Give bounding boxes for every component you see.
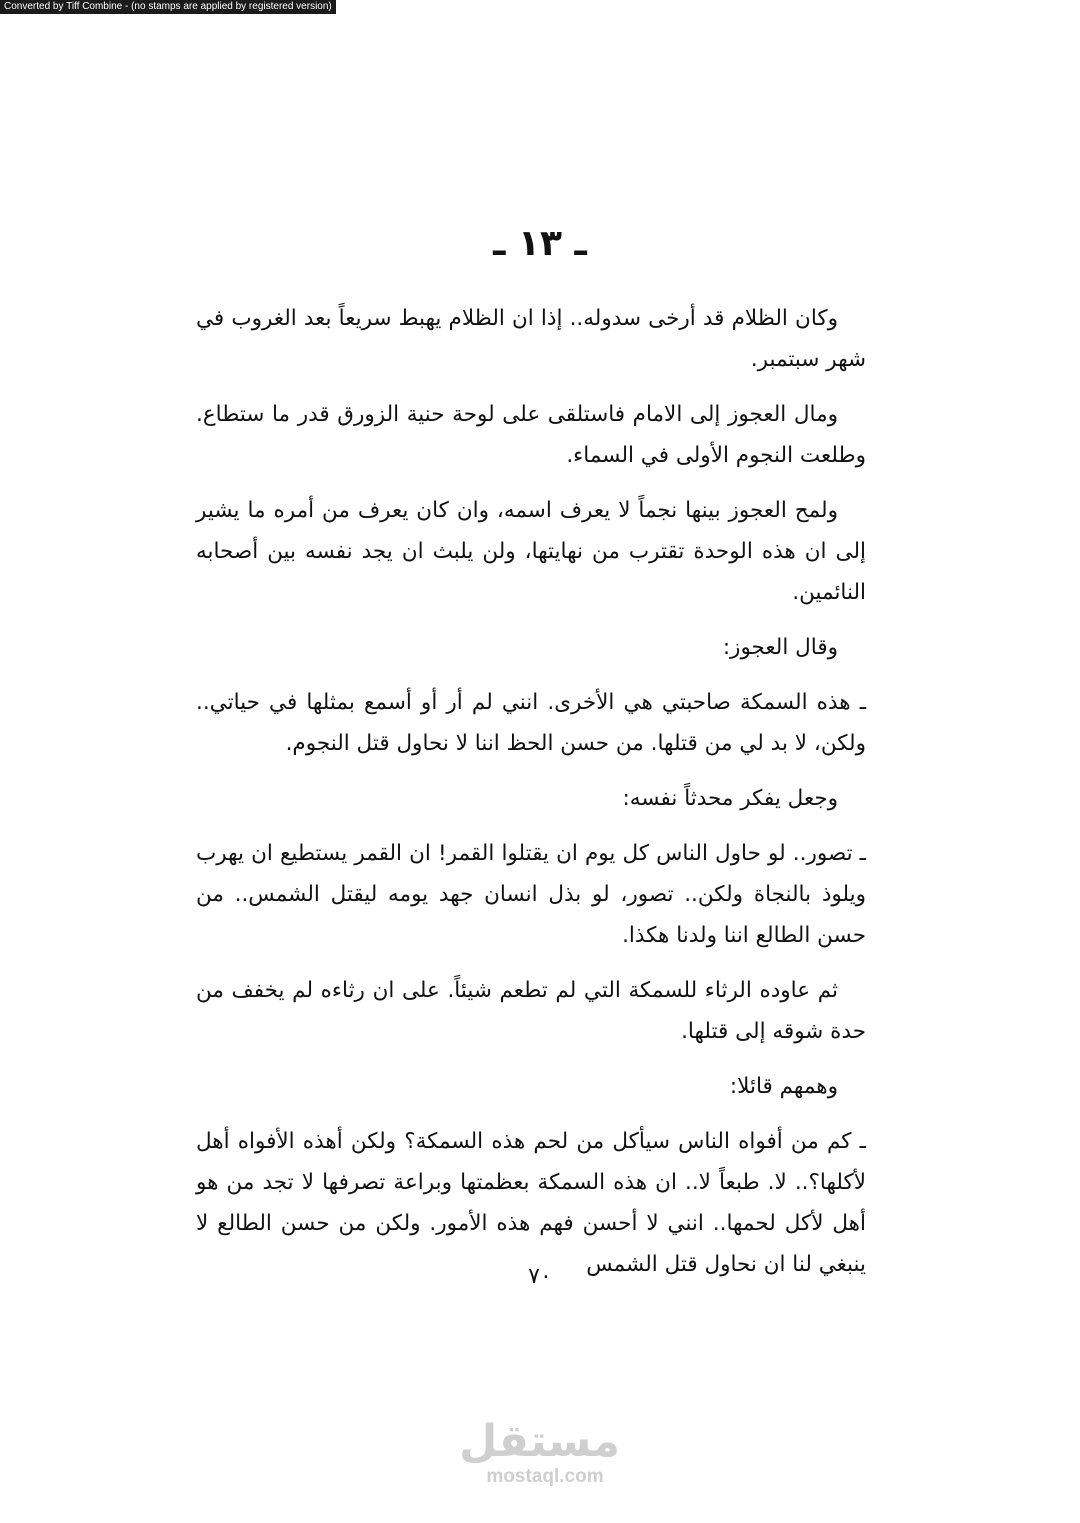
chapter-heading: ـ ١٣ ـ: [493, 223, 587, 264]
dialogue-paragraph: ـ تصور.. لو حاول الناس كل يوم ان يقتلوا القمر! ان القمر يستطيع ان يهرب ويلوذ بالنجاة ولكن.. تصور، لو بذل انسان جهد يومه ليقتل الشمس.. من حسن الطالع اننا ولدنا هكذا.: [196, 841, 866, 948]
converter-banner: Converted by Tiff Combine - (no stamps are applied by registered version): [0, 0, 336, 14]
watermark-logo: مستقل: [459, 1416, 620, 1467]
page-number: ٧٠: [528, 1264, 552, 1289]
paragraph: ولمح العجوز بينها نجماً لا يعرف اسمه، وان كان يعرف من أمره ما يشير إلى ان هذه الوحدة تقترب من نهايتها، ولن يلبث ان يجد نفسه بين أصحابه النائمين.: [196, 498, 866, 605]
watermark: [459, 1416, 620, 1488]
paragraph: وكان الظلام قد أرخى سدوله.. إذا ان الظلام يهبط سريعاً بعد الغروب في شهر سبتمبر.: [196, 306, 866, 372]
paragraph: وهمهم قائلا:: [729, 1074, 838, 1099]
dialogue-paragraph: ـ هذه السمكة صاحبتي هي الأخرى. انني لم أر أو أسمع بمثلها في حياتي.. ولكن، لا بد لي من قتلها. من حسن الحظ اننا لا نحاول قتل النجوم.: [196, 690, 866, 756]
paragraph: ثم عاوده الرثاء للسمكة التي لم تطعم شيئاً. على ان رثاءه لم يخفف من حدة شوقه إلى قتلها.: [196, 978, 866, 1044]
paragraph: ومال العجوز إلى الامام فاستلقى على لوحة حنية الزورق قدر ما ستطاع. وطلعت النجوم الأولى في السماء.: [196, 402, 866, 468]
page-body: [196, 298, 866, 1299]
paragraph: وقال العجوز:: [722, 635, 838, 660]
dialogue-paragraph: ـ كم من أفواه الناس سيأكل من لحم هذه السمكة؟ ولكن أهذه الأفواه أهل لأكلها؟.. لا. طبعاً لا.. ان هذه السمكة بعظمتها وبراعة تصرفها لا تجد من هو أهل لأكل لحمها.. انني لا أحسن فهم هذه الأمور. ولكن من حسن الطالع لا ينبغي لنا ان نحاول قتل الشمس: [196, 1129, 866, 1277]
paragraph: وجعل يفكر محدثاً نفسه:: [622, 786, 838, 811]
watermark-url: mostaql.com: [486, 1466, 604, 1487]
